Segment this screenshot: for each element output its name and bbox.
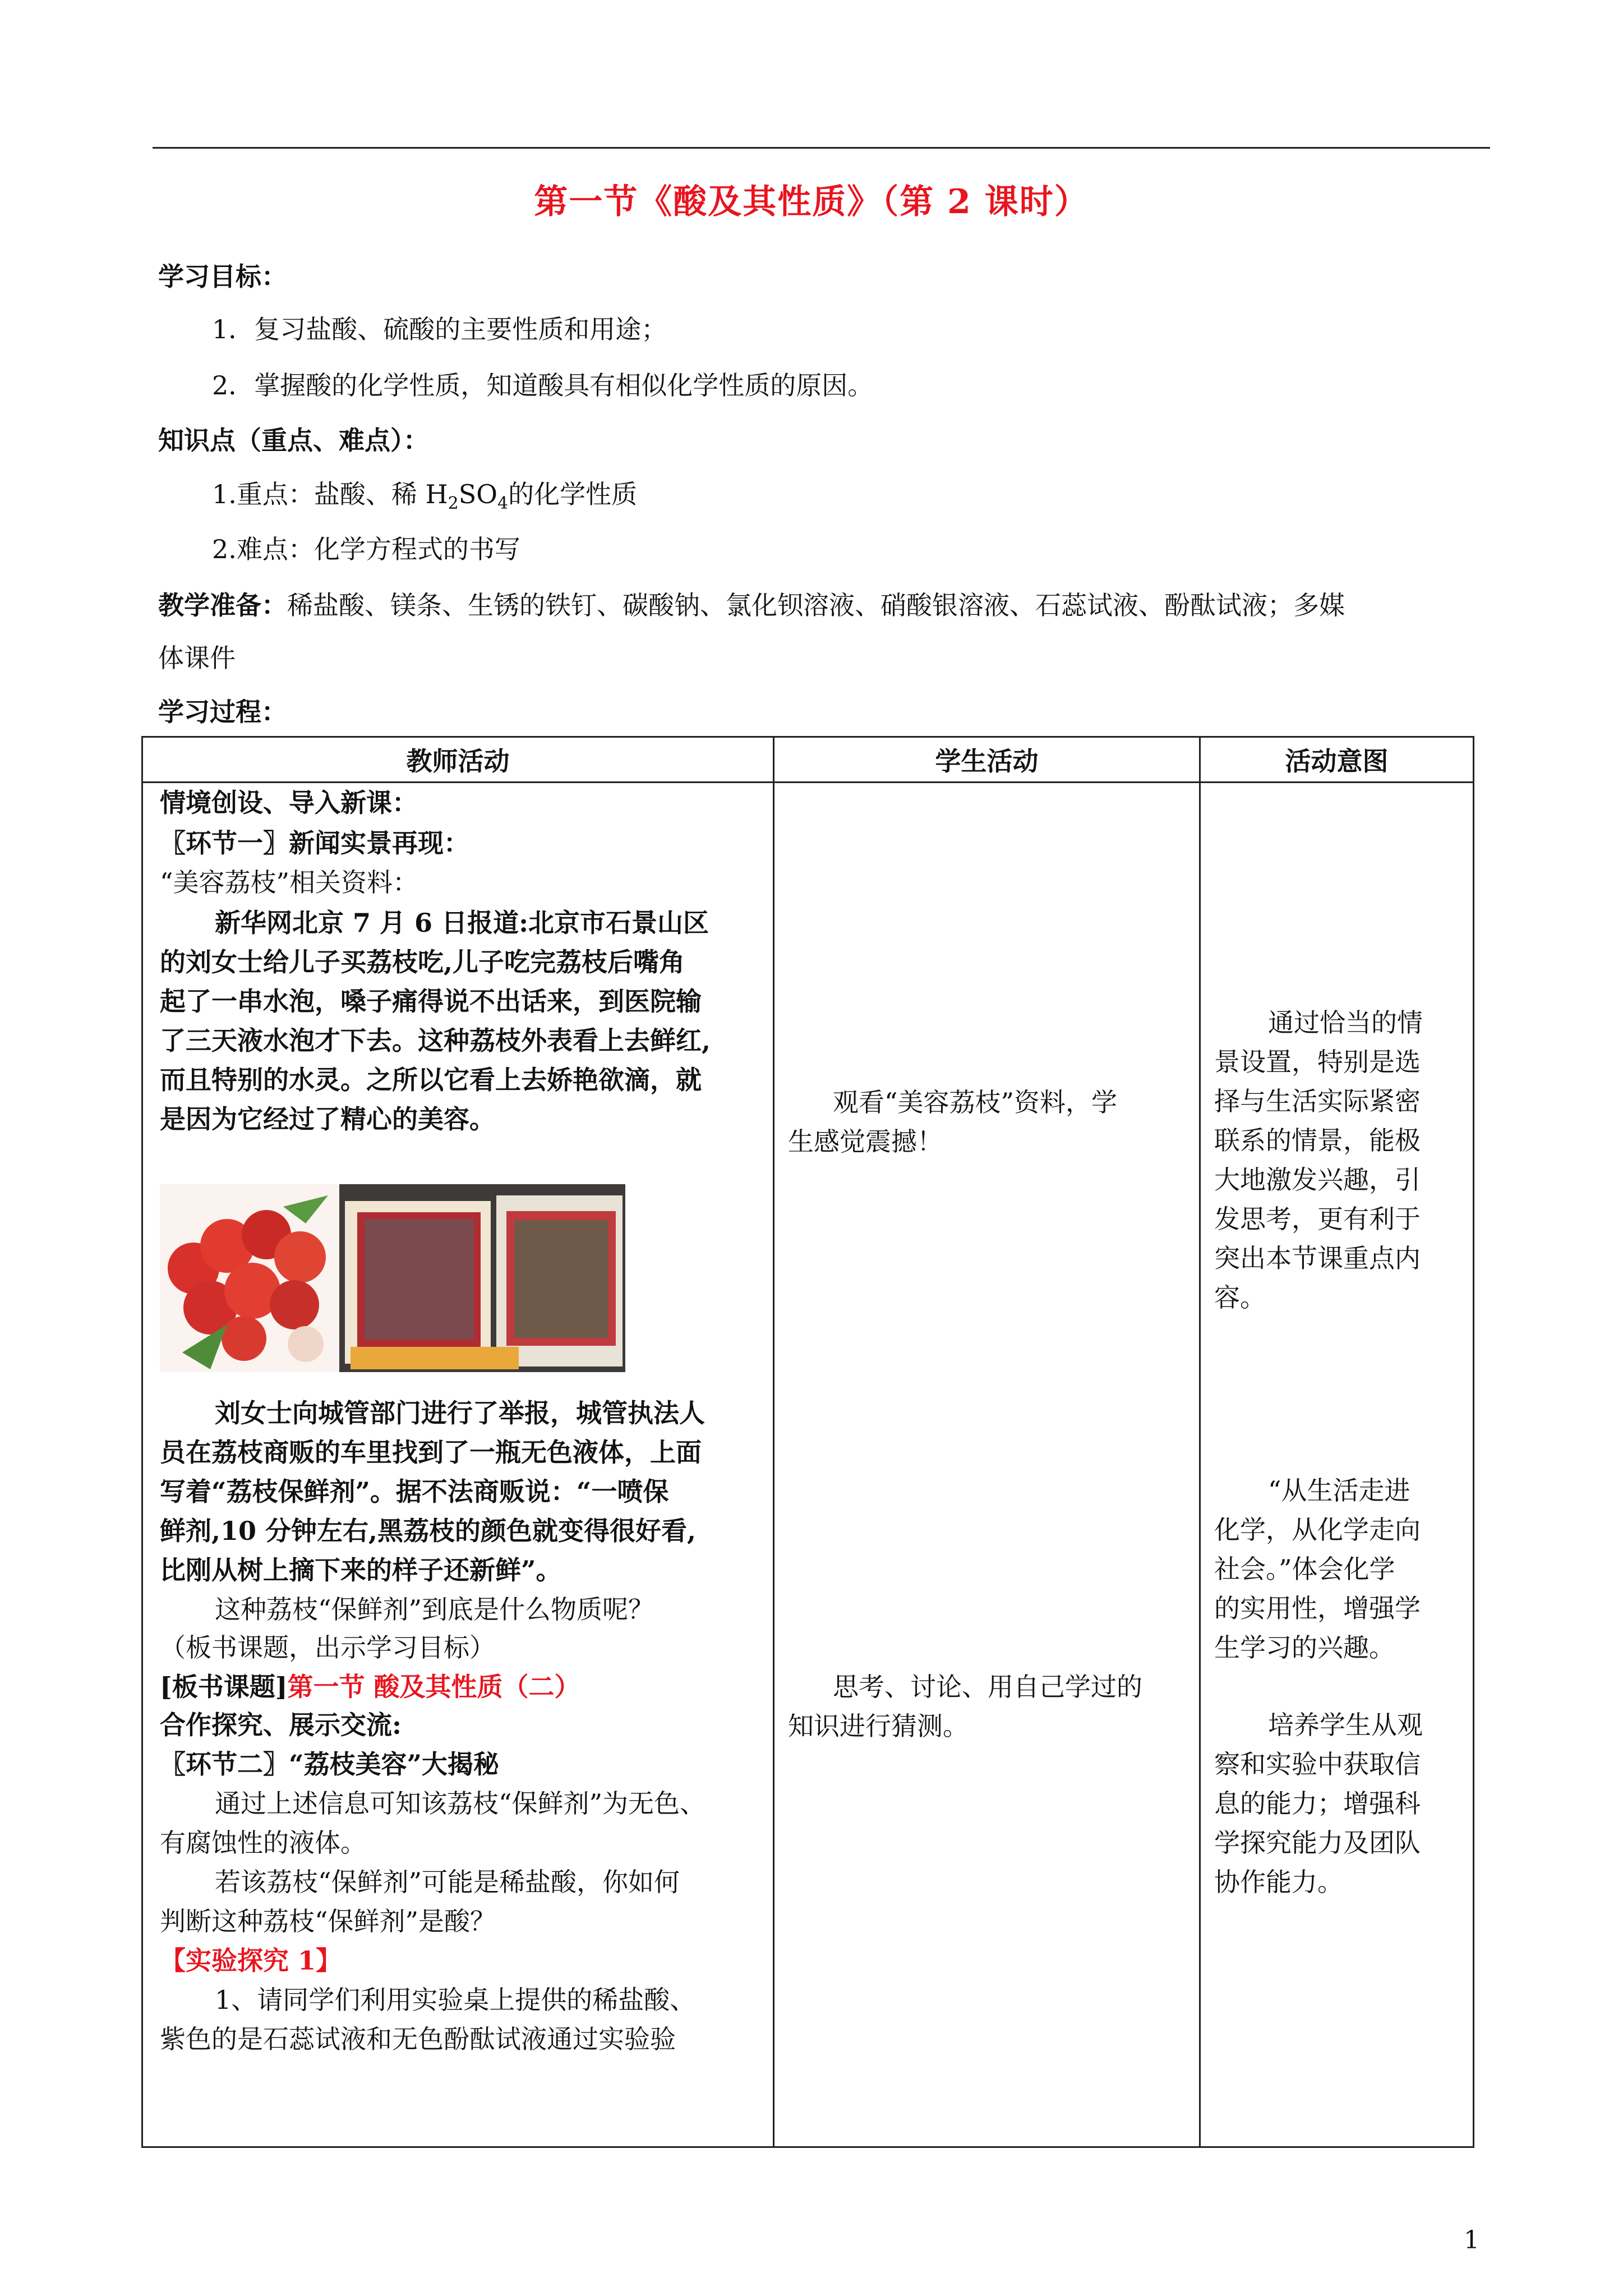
- text-line: “美容荔枝”相关资料：: [160, 867, 419, 898]
- objective-item-2: 2．掌握酸的化学性质，知道酸具有相似化学性质的原因。: [212, 370, 874, 401]
- text-line: 协作能力。: [1214, 1867, 1343, 1897]
- text-line: 合作探究、展示交流:: [160, 1710, 402, 1740]
- lesson-table: [141, 736, 1474, 2148]
- text-line: 了三天液水泡才下去。这种荔枝外表看上去鲜红,: [160, 1025, 711, 1056]
- text-line: 写着“荔枝保鲜剂”。据不法商贩说：“一喷保: [160, 1476, 669, 1507]
- objective-item-1: 1．复习盐酸、硫酸的主要性质和用途；: [212, 314, 667, 344]
- text-line: 的实用性，增强学: [1214, 1593, 1421, 1623]
- text-line: 发思考，更有利于: [1214, 1204, 1421, 1234]
- text-line: 生学习的兴趣。: [1214, 1632, 1395, 1663]
- text-line: 刘女士向城管部门进行了举报，城管执法人: [215, 1398, 705, 1428]
- text-line: 是因为它经过了精心的美容。: [160, 1104, 495, 1134]
- text-line: 景设置，特别是选: [1214, 1047, 1421, 1077]
- text-line: 员在荔枝商贩的车里找到了一瓶无色液体，上面: [160, 1437, 702, 1467]
- teaching-prep-label: 教学准备：: [158, 590, 287, 620]
- text-line: 若该荔枝“保鲜剂”可能是稀盐酸，你如何: [215, 1867, 680, 1897]
- table-row: [142, 783, 1474, 2147]
- text-line: 化学，从化学走向: [1214, 1515, 1421, 1545]
- teacher-activity-cell: [142, 783, 774, 2147]
- text-line: 择与生活实际紧密: [1214, 1086, 1421, 1116]
- text-line: 紫色的是石蕊试液和无色酚酞试液通过实验验: [160, 2024, 676, 2054]
- text-line: 这种荔枝“保鲜剂”到底是什么物质呢？: [215, 1594, 654, 1625]
- text-line: 比刚从树上摘下来的样子还新鲜”。: [160, 1555, 562, 1585]
- student-activity-cell: [774, 783, 1200, 2147]
- lychee-image: [160, 1184, 625, 1372]
- text-line: 通过上述信息可知该荔枝“保鲜剂”为无色、: [215, 1788, 706, 1819]
- text-line: 思考、讨论、用自己学过的: [833, 1672, 1142, 1702]
- text-line: （板书课题，出示学习目标）: [160, 1632, 495, 1663]
- text-line: 起了一串水泡，嗓子痛得说不出话来，到医院输: [160, 986, 702, 1016]
- text-line: 【实验探究 1】: [160, 1945, 342, 1976]
- text-line: 〖环节一〗新闻实景再现：: [160, 828, 469, 858]
- text-line: 学探究能力及团队: [1214, 1828, 1421, 1858]
- teaching-prep: 教学准备：稀盐酸、镁条、生锈的铁钉、碳酸钠、氯化钡溶液、硝酸银溶液、石蕊试液、酚酞试液；多媒: [158, 590, 1345, 620]
- text-line: 通过恰当的情: [1268, 1007, 1423, 1038]
- text-line: 的刘女士给儿子买荔枝吃,儿子吃完荔枝后嘴角: [160, 947, 685, 977]
- lychee-photo: [160, 1184, 625, 1372]
- knowledge-heading: 知识点（重点、难点）：: [158, 425, 429, 455]
- teaching-prep-cont: 体课件: [158, 643, 236, 673]
- col-header-student: 学生活动: [774, 737, 1200, 783]
- text-line: 1、请同学们利用实验桌上提供的稀盐酸、: [215, 1985, 696, 2015]
- process-heading: 学习过程：: [158, 697, 287, 727]
- objectives-heading: 学习目标：: [158, 261, 287, 292]
- intent-cell: [1200, 783, 1474, 2147]
- text-line: 鲜剂,10 分钟左右,黑荔枝的颜色就变得很好看,: [160, 1516, 697, 1546]
- text-line: 观看“美容荔枝”资料，学: [833, 1087, 1118, 1117]
- page-title: 第一节《酸及其性质》（第 2 课时）: [534, 182, 1089, 222]
- text-line: 知识进行猜测。: [788, 1711, 969, 1741]
- text-line: 而且特别的水灵。之所以它看上去娇艳欲滴，就: [160, 1065, 702, 1095]
- page-number: 1: [1464, 2226, 1479, 2254]
- text-line: 培养学生从观: [1268, 1710, 1423, 1740]
- text-line: 判断这种荔枝“保鲜剂”是酸？: [160, 1906, 496, 1936]
- text-line: 新华网北京 7 月 6 日报道:北京市石景山区: [215, 908, 709, 938]
- text-line: 息的能力；增强科: [1214, 1788, 1421, 1819]
- col-header-intent: 活动意图: [1200, 737, 1474, 783]
- text-line: 察和实验中获取信: [1214, 1749, 1421, 1779]
- text-line: 〖环节二〗“荔枝美容”大揭秘: [160, 1749, 499, 1779]
- text-line: 情境创设、导入新课：: [160, 788, 418, 818]
- text-line: 生感觉震撼！: [788, 1126, 943, 1157]
- text-line: 大地激发兴趣，引: [1214, 1165, 1421, 1195]
- text-line: 有腐蚀性的液体。: [160, 1828, 366, 1858]
- table-header-row: [142, 737, 1474, 783]
- key-point: 1.重点：盐酸、稀 $H_2SO_4$的化学性质: [212, 479, 638, 514]
- header-rule: [153, 147, 1490, 149]
- text-line: 突出本节课重点内: [1214, 1243, 1421, 1273]
- text-line: [板书课题]第一节 酸及其性质（二）: [160, 1672, 580, 1702]
- text-line: “从生活走进: [1268, 1475, 1410, 1506]
- difficulty-point: 2.难点：化学方程式的书写: [212, 534, 520, 564]
- text-line: 社会。”体会化学: [1214, 1554, 1395, 1584]
- text-line: 联系的情景，能极: [1214, 1125, 1421, 1156]
- text-line: 容。: [1214, 1282, 1266, 1313]
- col-header-teacher: 教师活动: [142, 737, 774, 783]
